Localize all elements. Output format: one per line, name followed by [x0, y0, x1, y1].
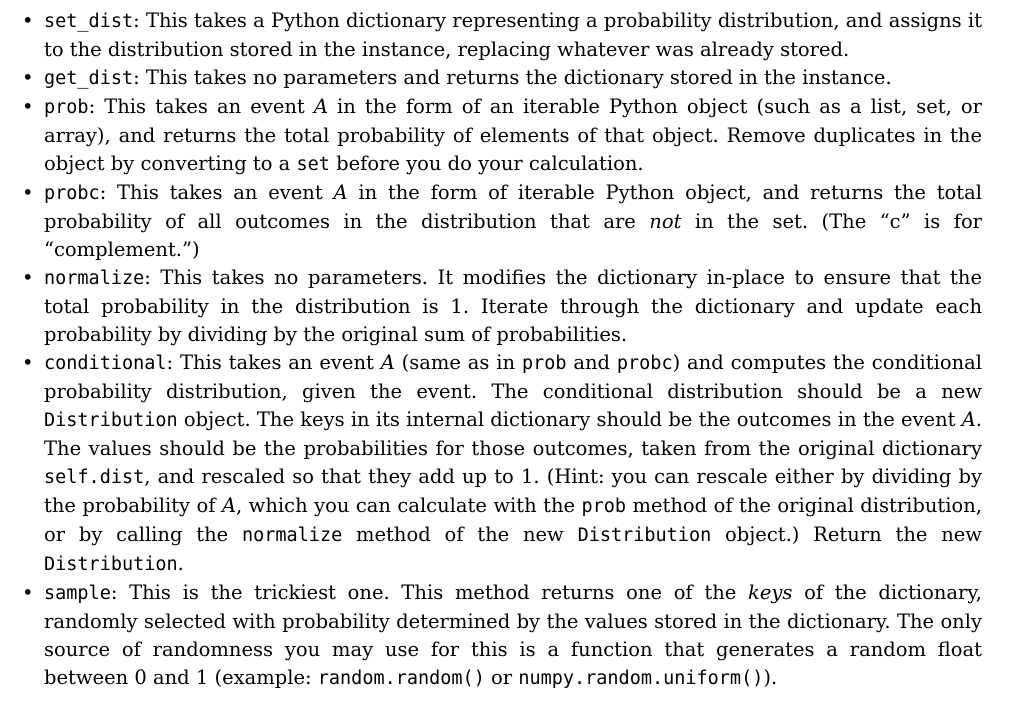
body-text: : This is the trickiest one. This method returns one of the: [110, 581, 749, 604]
italic-text: A: [221, 494, 237, 517]
list-item-get-dist: [0, 64, 1024, 93]
list-item-normalize: [0, 264, 1024, 349]
code-text: prob: [521, 353, 567, 374]
code-text: random.random(): [317, 668, 485, 689]
method-name: set_dist: [44, 11, 134, 32]
body-text: .: [177, 552, 184, 575]
bullet-icon: •: [22, 66, 34, 89]
body-text: object.) Return the new: [711, 523, 983, 546]
list-item-conditional: [0, 349, 1024, 579]
body-text: ).: [763, 666, 778, 689]
italic-text: A: [313, 95, 328, 118]
body-text: : This takes an event: [166, 351, 381, 374]
method-list: [0, 7, 1024, 693]
code-text: probc: [616, 353, 673, 374]
body-text: in the form of iterable Python object, and returns the total probability of all outcomes in the distribution that are: [44, 181, 982, 233]
body-text: . The values should be the probabilities for those outcomes, taken from the original dictionary: [44, 408, 982, 460]
body-text: method of the new: [342, 523, 578, 546]
body-text: and: [566, 351, 617, 374]
body-text: before you do your calculation.: [329, 152, 644, 175]
body-text: method of the original distribution, or by calling the: [44, 494, 982, 546]
method-name: sample: [44, 583, 111, 604]
italic-text: not: [649, 210, 682, 233]
body-text: (same as in: [394, 351, 522, 374]
body-text: or: [484, 666, 519, 689]
code-text: normalize: [241, 525, 343, 546]
italic-text: A: [333, 181, 348, 204]
bullet-icon: •: [22, 181, 34, 204]
method-name: prob: [44, 97, 89, 118]
body-text: , which you can calculate with the: [236, 494, 582, 517]
body-text: object. The keys in its internal dictionary should be the outcomes in the event: [177, 408, 962, 431]
body-text: : This takes no parameters and returns the dictionary stored in the instance.: [133, 66, 892, 89]
body-text: : This takes a Python dictionary representing a probability distribution, and assigns it to the distribution stored in the instance, replacing whatever was already stored.: [44, 9, 982, 61]
italic-text: A: [380, 351, 395, 374]
body-text: : This takes an event: [88, 95, 314, 118]
body-text: in the form of an iterable Python object (such as a list, set, or array), and returns the total probability of elements of that object. Remove duplicates in the object by converting to a: [44, 95, 982, 175]
method-name: get_dist: [44, 68, 134, 89]
italic-text: keys: [748, 581, 793, 604]
bullet-icon: •: [22, 9, 34, 32]
code-text: Distribution: [44, 410, 178, 431]
body-text: in the set. (The “c” is for “complement.”): [44, 210, 983, 261]
list-item-set-dist: [0, 7, 1024, 64]
bullet-icon: •: [22, 351, 34, 374]
body-text: : This takes no parameters. It modifies the dictionary in-place to ensure that the total probability in the distribution is 1. Iterate through the dictionary and update each probability by dividing by the original sum of probabilities.: [44, 266, 982, 346]
list-item-sample: [0, 579, 1024, 693]
code-text: set: [296, 154, 330, 175]
body-text: : This takes an event: [99, 181, 334, 204]
list-item-probc: [0, 179, 1024, 264]
bullet-icon: •: [22, 95, 34, 118]
bullet-icon: •: [22, 266, 34, 289]
code-text: numpy.random.uniform(): [518, 668, 764, 689]
code-text: prob: [581, 496, 627, 517]
body-text: , and rescaled so that they add up to 1. (Hint: you can rescale either by dividing by the probability of: [44, 465, 982, 517]
method-name: probc: [44, 183, 100, 204]
italic-text: A: [961, 408, 976, 431]
list-item-prob: [0, 93, 1024, 179]
bullet-icon: •: [22, 581, 34, 604]
method-name: conditional: [44, 353, 167, 374]
code-text: Distribution: [44, 554, 178, 575]
method-name: normalize: [44, 268, 145, 289]
body-text: ) and computes the conditional probability distribution, given the event. The conditional distribution should be a new: [44, 351, 982, 403]
code-text: Distribution: [577, 525, 712, 546]
body-text: of the dictionary, randomly selected with probability determined by the values stored in the dictionary. The only source of randomness you may use for this is a function that generates a random float between 0 and 1 (example:: [44, 581, 983, 689]
code-text: self.dist: [44, 467, 145, 488]
